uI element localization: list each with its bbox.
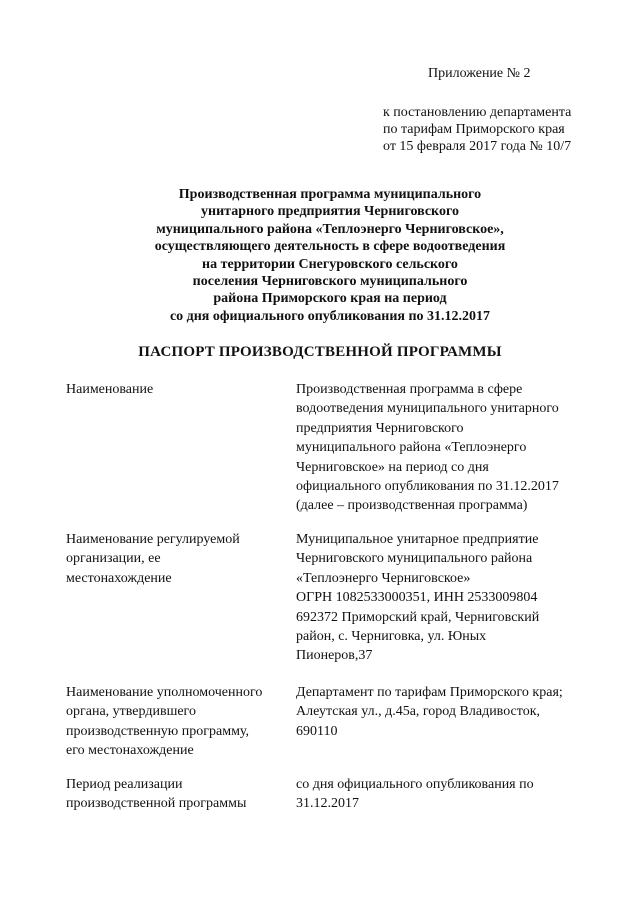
value-line: ОГРН 1082533000351, ИНН 2533009804 — [296, 590, 538, 606]
passport-row-value — [296, 683, 606, 741]
value-line: 31.12.2017 — [296, 796, 359, 812]
appendix-reference-line: от 15 февраля 2017 года № 10/7 — [383, 139, 572, 154]
label-line: местонахождение — [66, 570, 172, 586]
label-line: его местонахождение — [66, 743, 194, 759]
document-title-line: муниципального района «Теплоэнерго Черниговское», — [156, 221, 504, 237]
value-line: муниципального района «Теплоэнерго — [296, 440, 527, 456]
label-line: производственную программу, — [66, 723, 250, 739]
appendix-reference-line: по тарифам Приморского края — [383, 122, 565, 137]
document-title-line: унитарного предприятия Черниговского — [201, 204, 459, 220]
passport-row-value — [296, 530, 606, 666]
value-line: «Теплоэнерго Черниговское» — [296, 570, 471, 586]
value-line: официального опубликования по 31.12.2017 — [296, 479, 559, 495]
value-line: 692372 Приморский край, Черниговский — [296, 609, 540, 625]
value-line: Производственная программа в сфере — [296, 382, 523, 397]
document-title-line: поселения Черниговского муниципального — [192, 274, 468, 290]
value-line: Черниговского муниципального района — [296, 551, 533, 567]
value-line: Алеутская ул., д.45а, город Владивосток, — [296, 704, 540, 720]
passport-row-value — [296, 380, 606, 516]
value-line: со дня официального опубликования по — [296, 777, 534, 792]
label-line: организации, ее — [66, 551, 161, 567]
value-line: Департамент по тарифам Приморского края; — [296, 685, 563, 700]
value-line: Муниципальное унитарное предприятие — [296, 532, 539, 547]
value-line: (далее – производственная программа) — [296, 498, 528, 514]
value-line: водоотведения муниципального унитарного — [296, 401, 559, 417]
passport-row-value — [296, 775, 606, 814]
document-title — [100, 186, 560, 325]
appendix-reference-line: к постановлению департамента — [383, 105, 572, 120]
passport-row-label — [66, 530, 286, 588]
label-line: Период реализации — [66, 777, 183, 792]
label-line: Наименование уполномоченного — [66, 685, 263, 700]
passport-row-label — [66, 683, 286, 761]
label-line: Наименование — [66, 382, 154, 397]
document-title-line: Производственная программа муниципального — [178, 187, 482, 202]
appendix-reference — [383, 104, 593, 155]
document-title-line: на территории Снегуровского сельского — [202, 256, 458, 272]
value-line: Черниговское» на период со дня — [296, 459, 489, 475]
label-line: Наименование регулируемой — [66, 532, 240, 547]
passport-heading: ПАСПОРТ ПРОИЗВОДСТВЕННОЙ ПРОГРАММЫ — [138, 344, 502, 360]
value-line: 690110 — [296, 723, 338, 739]
passport-row-label — [66, 775, 286, 814]
value-line: район, с. Черниговка, ул. Юных — [296, 629, 487, 645]
document-title-line: района Приморского края на период — [213, 291, 447, 307]
passport-row-label — [66, 380, 286, 399]
appendix-title: Приложение № 2 — [428, 66, 531, 81]
value-line: Пионеров,37 — [296, 648, 373, 664]
value-line: предприятия Черниговского — [296, 420, 464, 436]
document-title-line: осуществляющего деятельность в сфере водоотведения — [154, 239, 506, 255]
label-line: производственной программы — [66, 796, 247, 812]
label-line: органа, утвердившего — [66, 704, 196, 720]
document-title-line: со дня официального опубликования по 31.12.2017 — [169, 308, 491, 324]
